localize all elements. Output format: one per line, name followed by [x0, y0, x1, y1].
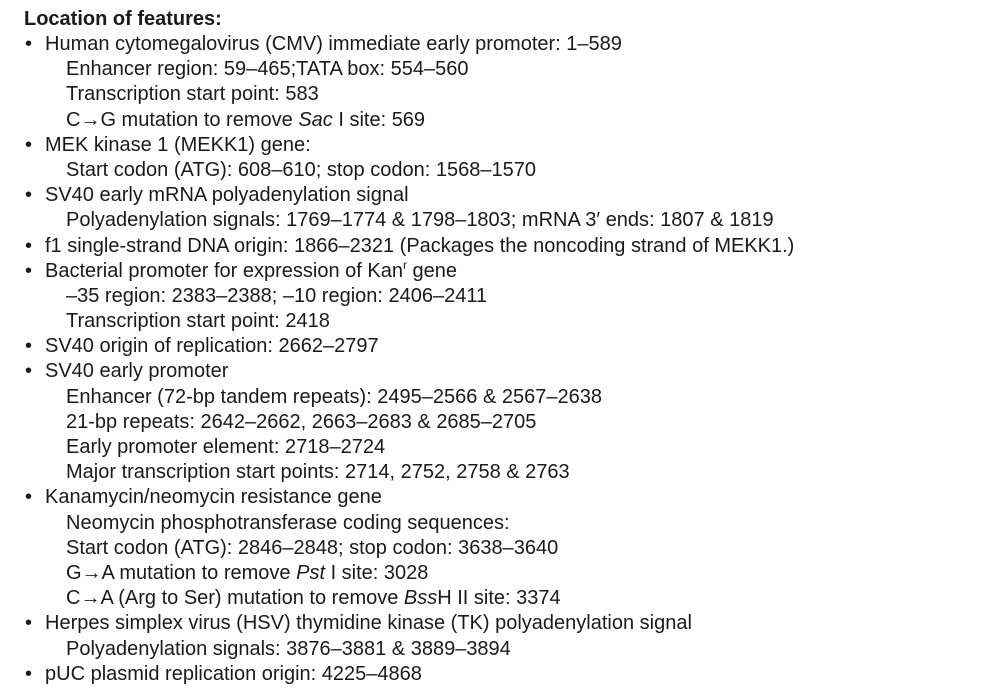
feature-item-label-suffix: gene	[406, 259, 458, 282]
feature-sub-line: Early promoter element: 2718–2724	[66, 436, 386, 458]
feature-item-label: Human cytomegalovirus (CMV) immediate early promoter: 1–589	[45, 33, 622, 55]
bullet-icon: •	[25, 33, 33, 55]
mutation-prefix: G→A mutation to remove	[66, 561, 297, 584]
feature-sub-line: Neomycin phosphotransferase coding sequences:	[66, 511, 510, 534]
feature-item-hsv-tk-polya	[24, 611, 974, 636]
feature-item-label: Bacterial promoter for expression of Kan	[45, 259, 403, 282]
feature-item-puc-origin	[24, 662, 974, 687]
feature-item-label: f1 single-strand DNA origin: 1866–2321 (Packages the noncoding strand of MEKK1.)	[45, 234, 795, 257]
bullet-icon: •	[25, 259, 33, 282]
feature-item-bacterial-promoter	[24, 259, 974, 284]
feature-item-label: SV40 origin of replication: 2662–2797	[45, 335, 379, 358]
resistance-superscript: r	[402, 257, 407, 272]
mutation-prefix: C→A (Arg to Ser) mutation to remove	[66, 587, 404, 610]
mutation-suffix: H II site: 3374	[437, 587, 561, 610]
bullet-icon: •	[25, 662, 33, 685]
feature-item-sv40-polya	[24, 183, 974, 208]
feature-item-label: SV40 early mRNA polyadenylation signal	[45, 184, 409, 207]
feature-sub-line: Enhancer region: 59–465;TATA box: 554–560	[66, 58, 469, 81]
feature-item-mekk1-gene	[24, 133, 974, 158]
feature-item-sv40-origin	[24, 334, 974, 359]
feature-item-label: Herpes simplex virus (HSV) thymidine kinase (TK) polyadenylation signal	[45, 612, 692, 635]
feature-sub-line: Start codon (ATG): 2846–2848; stop codon: 3638–3640	[66, 536, 559, 559]
bullet-icon: •	[25, 133, 33, 156]
mutation-suffix: I site: 569	[332, 108, 426, 131]
feature-sub-line: Transcription start point: 583	[66, 83, 319, 106]
bullet-icon: •	[25, 335, 33, 358]
feature-item-label: MEK kinase 1 (MEKK1) gene:	[45, 133, 311, 156]
feature-sub-line: Start codon (ATG): 608–610; stop codon: 1568–1570	[66, 158, 536, 181]
bullet-icon: •	[25, 234, 33, 257]
mutation-prefix: C→G mutation to remove	[66, 108, 299, 131]
feature-sub-line-mutation	[24, 108, 974, 133]
bullet-icon: •	[25, 360, 33, 383]
feature-item-f1-origin	[24, 234, 974, 259]
bullet-icon: •	[25, 184, 33, 207]
feature-sub-line: Transcription start point: 2418	[66, 310, 330, 333]
features-heading: Location of features:	[24, 8, 222, 30]
feature-sub-line: Enhancer (72-bp tandem repeats): 2495–2566 & 2567–2638	[66, 385, 602, 408]
feature-item-kanamycin-resistance-gene	[24, 485, 974, 510]
feature-item-sv40-early-promoter	[24, 359, 974, 384]
feature-sub-line: Polyadenylation signals: 1769–1774 & 1798–1803; mRNA 3′ ends: 1807 & 1819	[66, 209, 774, 232]
feature-item-label: Kanamycin/neomycin resistance gene	[45, 486, 382, 509]
bullet-icon: •	[25, 486, 33, 509]
feature-sub-line: –35 region: 2383–2388; –10 region: 2406–2411	[66, 284, 488, 307]
feature-sub-line: Major transcription start points: 2714, 2752, 2758 & 2763	[66, 461, 570, 484]
feature-sub-line: 21-bp repeats: 2642–2662, 2663–2683 & 2685–2705	[66, 410, 537, 433]
feature-item-label: pUC plasmid replication origin: 4225–4868	[45, 662, 422, 685]
feature-sub-line-mutation	[24, 561, 974, 586]
restriction-enzyme-name: Pst	[296, 561, 326, 584]
restriction-enzyme-name: Sac	[298, 108, 333, 131]
feature-item-cmv-promoter	[24, 32, 974, 57]
mutation-suffix: I site: 3028	[325, 561, 429, 584]
restriction-enzyme-name: Bss	[403, 587, 438, 610]
feature-sub-line: Polyadenylation signals: 3876–3881 & 3889–3894	[66, 637, 511, 660]
feature-item-label: SV40 early promoter	[45, 360, 229, 383]
features-document	[24, 7, 974, 687]
feature-sub-line-mutation	[24, 586, 974, 611]
bullet-icon: •	[25, 612, 33, 635]
